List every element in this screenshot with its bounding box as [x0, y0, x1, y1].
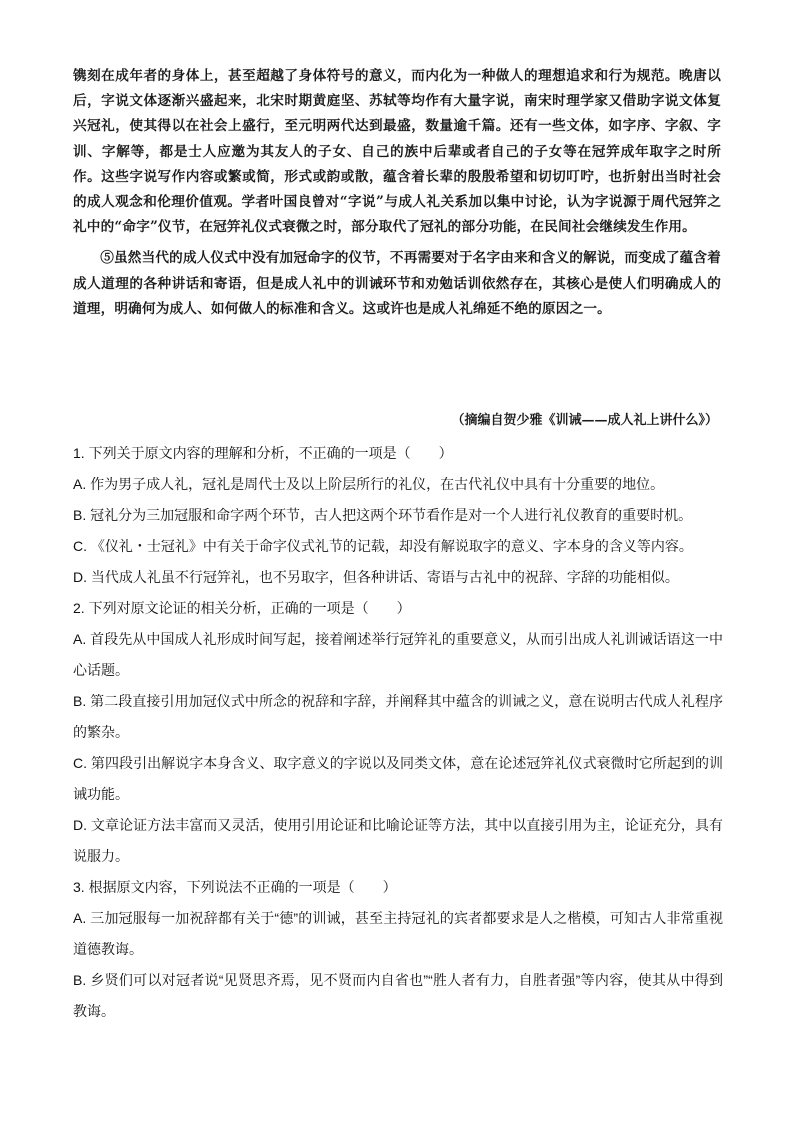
option-a: A. 三加冠服每一加祝辞都有关于“德”的训诫，甚至主持冠礼的宾者都要求是人之楷模，可知古人非常重视道德教诲。 [73, 910, 723, 957]
passage-paragraph-4: 镌刻在成年者的身体上，甚至超越了身体符号的意义，而内化为一种做人的理想追求和行为规范。晚唐以后，字说文体逐渐兴盛起来，北宋时期黄庭坚、苏轼等均作有大量字说，南宋时理学家又借助字说文体复兴冠礼，使其得以在社会上盛行，至元明两代达到最盛，数量逾千篇。还有一些文体，如字序、字叙、字训、字解等，都是士人应邀为其友人的子女、自己的族中后辈或者自己的子女等在冠笄成年取字之时所作。这些字说写作内容或繁或简，形式或韵或散，蕴含着长辈的殷殷希望和切切叮咛，也折射出当时社会的成人观念和伦理价值观。学者叶国良曾对“字说”与成人礼关系加以集中讨论，认为字说源于周代冠笄之礼中的“命字”仪节，在冠笄礼仪式衰微之时，部分取代了冠礼的部分功能，在民间社会继续发生作用。 [73, 68, 721, 236]
question-stem: 2. 下列对原文论证的相关分析，正确的一项是（ ） [73, 600, 411, 616]
option-d: D. 当代成人礼虽不行冠笄礼，也不另取字，但各种讲话、寄语与古礼中的祝辞、字辞的功能相似。 [73, 569, 679, 585]
reading-passage [73, 64, 721, 322]
question-1 [73, 438, 723, 593]
option-b: B. 冠礼分为三加冠服和命字两个环节，古人把这两个环节看作是对一个人进行礼仪教育的重要时机。 [73, 507, 693, 523]
question-list [73, 438, 723, 1027]
question-3 [73, 872, 723, 1027]
option-c: C. 《仪礼・士冠礼》中有关于命字仪式礼节的记载，却没有解说取字的意义、字本身的含义等内容。 [73, 538, 693, 554]
question-stem: 3. 根据原文内容，下列说法不正确的一项是（ ） [73, 879, 397, 895]
question-2 [73, 593, 723, 872]
option-c: C. 第四段引出解说字本身含义、取字意义的字说以及同类文体，意在论述冠笄礼仪式衰微时它所起到的训诫功能。 [73, 755, 723, 802]
question-stem: 1. 下列关于原文内容的理解和分析，不正确的一项是（ ） [73, 445, 453, 461]
option-a: A. 首段先从中国成人礼形成时间写起，接着阐述举行冠笄礼的重要意义，从而引出成人礼训诫话语这一中心话题。 [73, 631, 723, 678]
option-d: D. 文章论证方法丰富而又灵活，使用引用论证和比喻论证等方法，其中以直接引用为主，论证充分，具有说服力。 [73, 817, 723, 864]
option-a: A. 作为男子成人礼，冠礼是周代士及以上阶层所行的礼仪，在古代礼仪中具有十分重要的地位。 [73, 476, 665, 492]
passage-paragraph-5: ⑤虽然当代的成人仪式中没有加冠命字的仪节，不再需要对于名字由来和含义的解说，而变成了蕴含着成人道理的各种讲话和寄语，但是成人礼中的训诫环节和劝勉话训依然存在，其核心是使人们明确成人的道理，明确何为成人、如何做人的标准和含义。这或许也是成人礼绵延不绝的原因之一。 [73, 250, 721, 317]
option-b: B. 第二段直接引用加冠仪式中所念的祝辞和字辞，并阐释其中蕴含的训诫之义，意在说明古代成人礼程序的繁杂。 [73, 693, 723, 740]
passage-source: （摘编自贺少雅《训诫——成人礼上讲什么》） [451, 413, 718, 428]
option-b: B. 乡贤们可以对冠者说“见贤思齐焉，见不贤而内自省也”“胜人者有力，自胜者强”等内容，使其从中得到教诲。 [73, 972, 723, 1019]
